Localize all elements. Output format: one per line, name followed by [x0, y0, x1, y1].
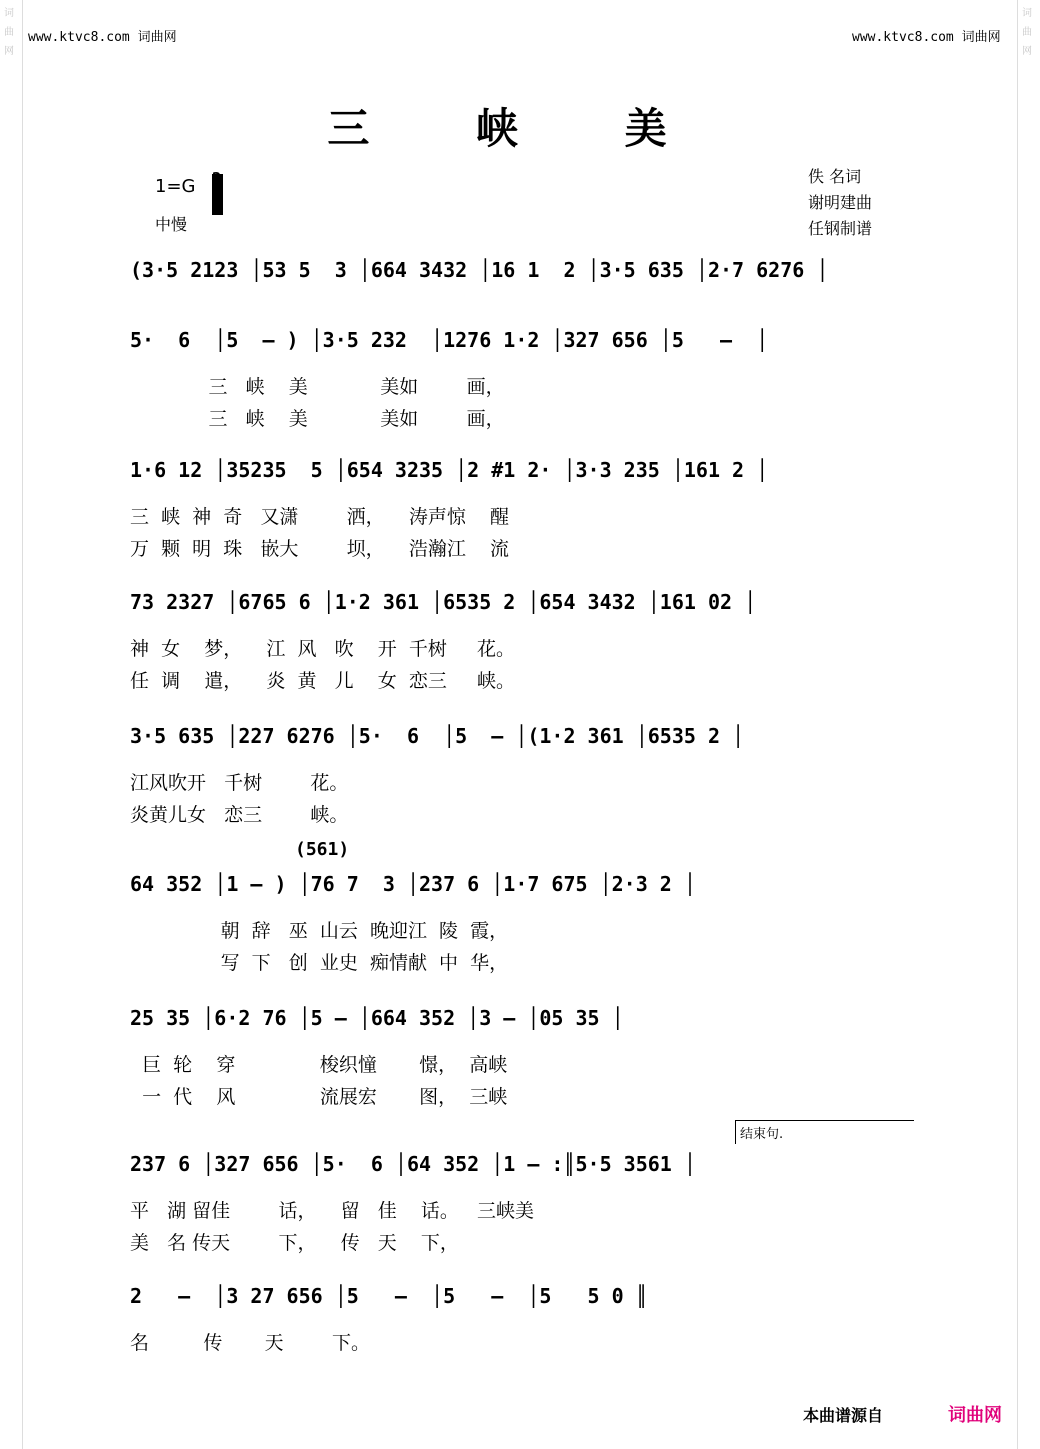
ending-bracket: 结束句.: [735, 1120, 914, 1144]
lyric-line: 任 调 遣， 炎 黄 儿 女 恋三 峡。: [130, 670, 516, 692]
notation-line: 1·6 12 │35235 5 │654 3235 │2 #1 2· │3·3 235 │161 2 │: [130, 458, 769, 482]
lyric-line: 神 女 梦， 江 风 吹 开 千树 花。: [130, 638, 516, 660]
lyric-line: 名 传 天 下。: [130, 1332, 370, 1354]
lyric-line: 三 峡 美 美如 画，: [130, 408, 505, 430]
notation-line: 25 35 │6·2 76 │5 – │664 352 │3 – │05 35 │: [130, 1006, 624, 1030]
left-watermark: [4, 4, 22, 61]
notation-line: 64 352 │1 – ) │76 7 3 │237 6 │1·7 675 │2·3 2 │: [130, 872, 696, 896]
notation-line: 2 – │3 27 656 │5 – │5 – │5 5 0 ║: [130, 1284, 648, 1308]
lyric-line: 美 名 传天 下， 传 天 下，: [130, 1232, 459, 1254]
lyric-line: 一 代 风 流展宏 图， 三峡: [130, 1086, 508, 1108]
arranger-credit: 任钢制谱: [808, 219, 873, 238]
header-left-url[interactable]: www.ktvc8.com 词曲网: [28, 30, 177, 45]
composer-credit: 谢明建曲: [808, 193, 873, 212]
notation-line: 237 6 │327 656 │5· 6 │64 352 │1 – :║5·5 3561 │: [130, 1152, 696, 1176]
lyric-line: 三 峡 神 奇 又潇 洒， 涛声惊 醒: [130, 506, 509, 528]
notation-line: 73 2327 │6765 6 │1·2 361 │6535 2 │654 3432 │161 02 │: [130, 590, 757, 614]
lyric-line: 巨 轮 穿 梭织憧 憬， 高峡: [130, 1054, 508, 1076]
lyric-line: 三 峡 美 美如 画，: [130, 376, 505, 398]
lyric-line: 炎黄儿女 恋三 峡。: [130, 804, 349, 826]
key-signature: 1=G: [155, 176, 196, 197]
grace-notes: (561): [295, 839, 350, 860]
lyric-line: 写 下 创 业史 痴情献 中 华，: [130, 952, 509, 974]
notation-line: 5· 6 │5 – ) │3·5 232 │1276 1·2 │327 656 │5 – │: [130, 328, 769, 352]
footer-logo[interactable]: 词曲网: [948, 1405, 1002, 1426]
watermark-text: 词曲网: [4, 8, 14, 57]
credits: [808, 164, 872, 242]
lyric-line: 朝 辞 巫 山云 晚迎江 陵 霞，: [130, 920, 509, 942]
song-title: 三 峡 美: [327, 104, 713, 153]
time-signature: [212, 173, 221, 197]
tempo-marking: 中慢: [155, 215, 188, 234]
left-margin-strip: [0, 0, 23, 1449]
notation-line: 3·5 635 │227 6276 │5· 6 │5 – │(1·2 361 │6535 2 │: [130, 724, 745, 748]
notation-line: (3·5 2123 │53 5 3 │664 3432 │16 1 2 │3·5 635 │2·7 6276 │: [130, 258, 829, 282]
lyric-line: 平 湖 留佳 话， 留 佳 话。 三峡美: [130, 1200, 535, 1222]
header-right-url[interactable]: www.ktvc8.com 词曲网: [852, 30, 1001, 45]
lyricist-credit: 佚 名词: [808, 167, 862, 186]
watermark-text: 词曲网: [1022, 8, 1032, 57]
lyric-line: 万 颗 明 珠 嵌大 坝， 浩瀚江 流: [130, 538, 509, 560]
footer-source-label: 本曲谱源自: [803, 1406, 884, 1425]
right-watermark: [1022, 4, 1040, 61]
right-margin-strip: [1017, 0, 1040, 1449]
lyric-line: 江风吹开 千树 花。: [130, 772, 349, 794]
